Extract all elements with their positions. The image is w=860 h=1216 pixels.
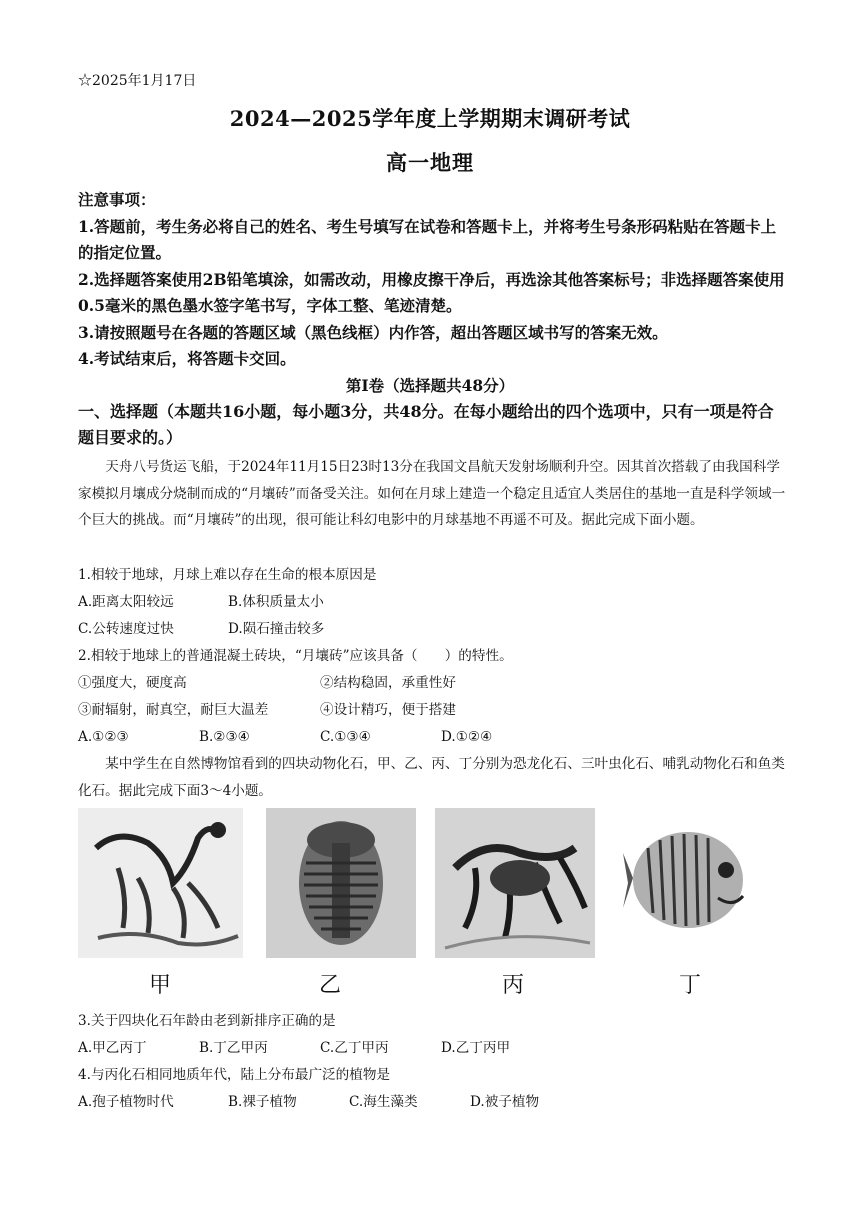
q3-option-b: B.丁乙甲丙	[199, 1040, 268, 1056]
dinosaur-fossil-image	[78, 808, 243, 958]
caption-bing: 丙	[501, 973, 524, 998]
notes-heading: 注意事项：	[78, 190, 156, 209]
q2-option-b: B.②③④	[199, 729, 250, 745]
notes-item-2: 2.选择题答案使用2B铅笔填涂，如需改动，用橡皮擦干净后，再选涂其他答案标号；非选择题答案使用0.5毫米的黑色墨水签字笔书写，字体工整、笔迹清楚。	[78, 269, 785, 315]
trilobite-fossil-image	[266, 808, 416, 958]
passage-2: 某中学生在自然博物馆看到的四块动物化石，甲、乙、丙、丁分别为恐龙化石、三叶虫化石、哺乳动物化石和鱼类化石。据此完成下面3～4小题。	[78, 756, 785, 799]
notes-item-4: 4.考试结束后，将答题卡交回。	[78, 349, 296, 368]
q3-option-a: A.甲乙丙丁	[78, 1040, 147, 1056]
exam-subject: 高一地理	[386, 150, 474, 175]
question-2-options	[78, 724, 492, 751]
q4-option-c: C.海生藻类	[349, 1094, 418, 1110]
q1-option-c: C.公转速度过快	[78, 621, 174, 637]
question-1-options-row-2	[78, 616, 324, 643]
question-2-items-row-1	[78, 670, 456, 697]
exam-title: 2024—2025学年度上学期期末调研考试	[229, 106, 631, 131]
q4-option-d: D.被子植物	[470, 1094, 540, 1110]
q4-option-b: B.裸子植物	[228, 1094, 297, 1110]
q2-item-1: ①强度大，硬度高	[78, 675, 187, 691]
q2-item-3: ③耐辐射，耐真空，耐巨大温差	[78, 702, 269, 718]
question-1-stem: 1.相较于地球，月球上难以存在生命的根本原因是	[78, 567, 377, 583]
question-1-options-row-1	[78, 589, 324, 616]
fish-fossil-image	[618, 808, 758, 958]
section-title: 第Ⅰ卷（选择题共48分）	[345, 376, 515, 395]
caption-yi: 乙	[318, 973, 341, 998]
exam-date: ☆2025年1月17日	[78, 73, 197, 89]
q2-option-a: A.①②③	[78, 729, 129, 745]
question-2-items-row-2	[78, 697, 456, 724]
q3-option-c: C.乙丁甲丙	[320, 1040, 389, 1056]
notes-item-1: 1.答题前，考生务必将自己的姓名、考生号填写在试卷和答题卡上，并将考生号条形码粘贴在答题卡上的指定位置。	[78, 216, 777, 262]
q4-option-a: A.孢子植物时代	[78, 1094, 174, 1110]
fossil-figure	[78, 808, 783, 1003]
q2-option-c: C.①③④	[320, 729, 371, 745]
question-3-stem: 3.关于四块化石年龄由老到新排序正确的是	[78, 1013, 336, 1029]
caption-jia: 甲	[148, 973, 171, 998]
q2-item-4: ④设计精巧，便于搭建	[320, 702, 456, 718]
question-3-options	[78, 1035, 510, 1062]
q1-option-a: A.距离太阳较远	[78, 594, 174, 610]
passage-1: 天舟八号货运飞船，于2024年11月15日23时13分在我国文昌航天发射场顺利升空。因其首次搭载了由我国科学家模拟月壤成分烧制而成的“月壤砖”而备受关注。如何在月球上建造一个稳定且适宜人类居住的基地一直是科学领域一个巨大的挑战。而“月壤砖”的出现，很可能让科幻电影中的月球基地不再遥不可及。据此完成下面小题。	[78, 459, 786, 528]
q1-option-d: D.陨石撞击较多	[228, 621, 325, 637]
part-one-instructions: 一、选择题（本题共16小题，每小题3分，共48分。在每小题给出的四个选项中，只有一项是符合题目要求的。）	[78, 402, 774, 447]
q2-option-d: D.①②④	[441, 729, 493, 745]
q1-option-b: B.体积质量太小	[228, 594, 324, 610]
question-4-stem: 4.与丙化石相同地质年代，陆上分布最广泛的植物是	[78, 1067, 391, 1083]
caption-ding: 丁	[678, 973, 701, 998]
mammal-fossil-image	[435, 808, 595, 958]
notes-block	[78, 187, 786, 373]
question-4-options	[78, 1089, 539, 1116]
notes-item-3: 3.请按照题号在各题的答题区域（黑色线框）内作答，超出答题区域书写的答案无效。	[78, 322, 668, 342]
question-2-stem: 2.相较于地球上的普通混凝土砖块，“月壤砖”应该具备（ ）的特性。	[78, 648, 513, 664]
q2-item-2: ②结构稳固，承重性好	[320, 675, 456, 691]
q3-option-d: D.乙丁丙甲	[441, 1040, 511, 1056]
